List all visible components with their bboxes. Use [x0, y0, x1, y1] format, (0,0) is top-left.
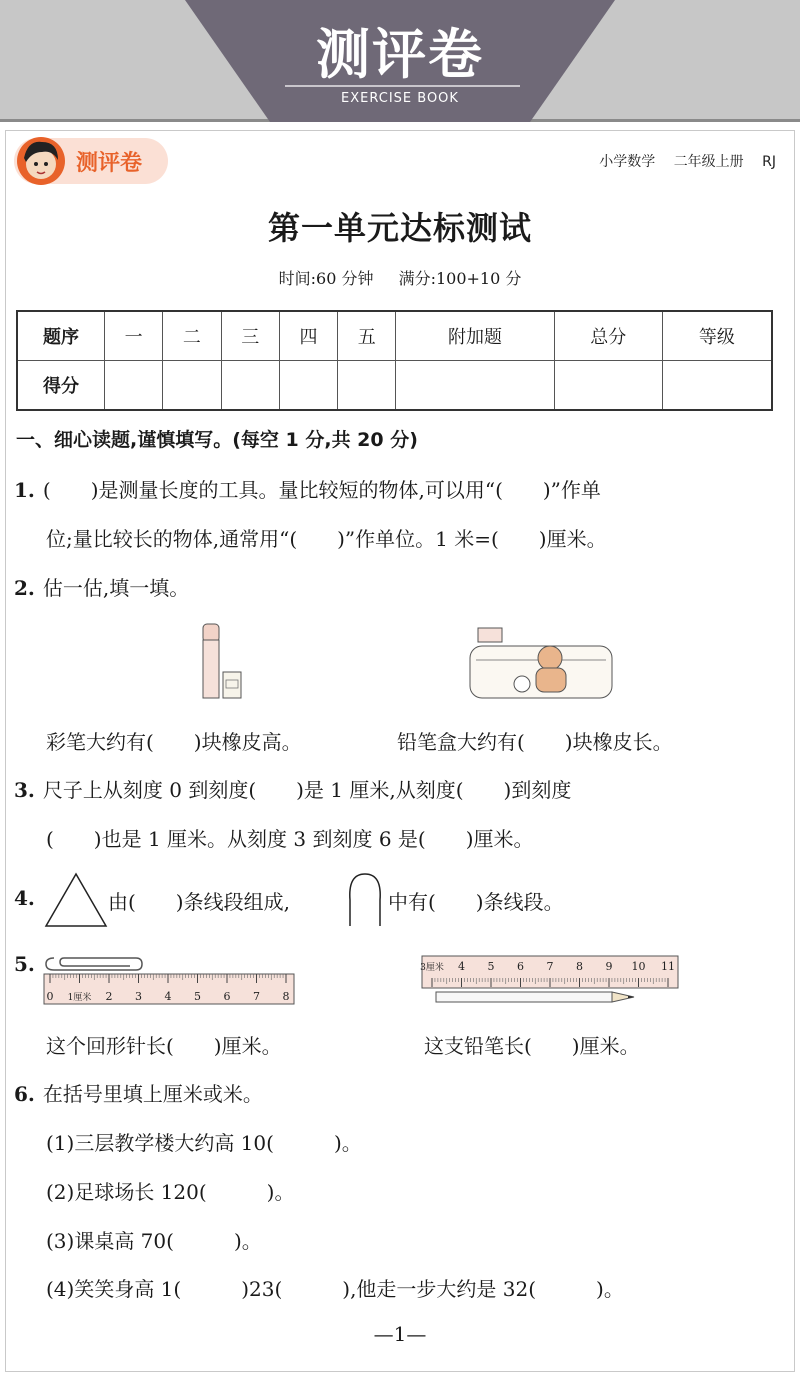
table-header-cell: 一 — [105, 311, 163, 361]
question-2 — [14, 572, 189, 601]
pencil-case-figure — [466, 624, 618, 704]
table-header-cell: 题序 — [17, 311, 105, 361]
edition-label: RJ — [762, 154, 776, 170]
pencil-ruler-figure — [420, 952, 682, 1010]
table-header-cell: 四 — [279, 311, 337, 361]
table-header-cell: 总分 — [554, 311, 662, 361]
score-cell[interactable] — [554, 361, 662, 411]
ruler-tick-label: 1厘米 — [67, 993, 92, 1003]
table-header-cell: 五 — [338, 311, 396, 361]
banner-title: 测评卷 — [316, 23, 484, 86]
question-2-right-text: 铅笔盒大约有( )块橡皮长。 — [397, 730, 673, 754]
ruler-tick-label: 8 — [282, 990, 290, 1003]
question-4-number — [14, 886, 43, 910]
question-number: 5. — [14, 952, 35, 976]
score-cell[interactable] — [396, 361, 554, 411]
question-1-line-1 — [14, 474, 601, 503]
question-6-item: (2)足球场长 120( )。 — [46, 1180, 295, 1204]
ruler-tick-label: 4 — [164, 990, 172, 1003]
question-5-number — [14, 952, 43, 976]
question-number: 1. — [14, 478, 35, 502]
rounded-shape-icon — [344, 870, 386, 928]
ruler-tick-label: 6 — [517, 960, 524, 973]
question-1-line-2: 位;量比较长的物体,通常用“( )”作单位。1 米=( )厘米。 — [46, 527, 607, 551]
page-title: 第一单元达标测试 — [267, 209, 532, 247]
score-cell[interactable] — [338, 361, 396, 411]
ruler-tick-label: 6 — [223, 990, 231, 1003]
question-text: 在括号里填上厘米或米。 — [42, 1082, 263, 1106]
banner-subtitle: EXERCISE BOOK — [341, 91, 459, 106]
score-table — [16, 310, 773, 411]
marker-and-eraser-figure — [195, 622, 255, 702]
ruler-tick-label: 2 — [105, 990, 113, 1003]
exam-meta — [0, 266, 800, 289]
ruler-tick-label: 3 — [135, 990, 142, 1003]
score-cell[interactable] — [105, 361, 163, 411]
ruler-tick-label: 0 — [46, 990, 54, 1003]
subject-label: 小学数学 — [599, 154, 656, 170]
score-row-label: 得分 — [17, 361, 105, 411]
ruler-tick-label: 8 — [576, 960, 583, 973]
ruler-tick-label: 11 — [661, 960, 675, 973]
question-5-right-text: 这支铅笔长( )厘米。 — [424, 1034, 640, 1058]
question-6 — [14, 1078, 263, 1107]
badge-label: 测评卷 — [76, 151, 143, 176]
question-6-item: (4)笑笑身高 1( )23( ),他走一步大约是 32( )。 — [46, 1277, 624, 1301]
ruler-tick-label: 9 — [605, 960, 613, 973]
time-limit: 时间:60 分钟 — [278, 269, 374, 288]
question-number: 6. — [14, 1082, 35, 1106]
table-header-cell: 二 — [163, 311, 221, 361]
question-4-part-2: 中有( )条线段。 — [388, 890, 564, 914]
ruler-tick-label: 7 — [546, 960, 554, 973]
question-6-item: (3)课桌高 70( )。 — [46, 1229, 262, 1253]
score-row — [17, 361, 772, 411]
question-text: 估一估,填一填。 — [42, 576, 190, 600]
question-4-part-1: 由( )条线段组成, — [108, 890, 290, 914]
student-avatar-icon — [14, 134, 72, 188]
table-header-cell: 附加题 — [396, 311, 554, 361]
score-cell[interactable] — [279, 361, 337, 411]
section-heading: 一、细心读题,谨慎填写。(每空 1 分,共 20 分) — [16, 429, 418, 451]
table-header-cell: 等级 — [662, 311, 772, 361]
page-number: —1— — [373, 1322, 427, 1346]
question-3-line-2: ( )也是 1 厘米。从刻度 3 到刻度 6 是( )厘米。 — [46, 827, 534, 851]
question-number: 3. — [14, 778, 35, 802]
score-cell[interactable] — [221, 361, 279, 411]
ruler-tick-label: 7 — [253, 990, 260, 1003]
score-cell[interactable] — [163, 361, 221, 411]
ruler-tick-label: 4 — [458, 960, 465, 973]
question-text: ( )是测量长度的工具。量比较短的物体,可以用“( )”作单 — [42, 478, 601, 502]
question-number: 2. — [14, 576, 35, 600]
question-3-line-1 — [14, 774, 571, 803]
table-header-row — [17, 311, 772, 361]
ruler-tick-label: 10 — [631, 960, 646, 973]
table-header-cell: 三 — [221, 311, 279, 361]
question-2-left-text: 彩笔大约有( )块橡皮高。 — [46, 730, 302, 754]
triangle-shape-icon — [44, 872, 108, 928]
ruler-tick-label: 3厘米 — [420, 963, 444, 973]
question-6-item: (1)三层教学楼大约高 10( )。 — [46, 1131, 362, 1155]
question-text: 尺子上从刻度 0 到刻度( )是 1 厘米,从刻度( )到刻度 — [42, 778, 572, 802]
grade-label: 二年级上册 — [673, 154, 744, 170]
header-info — [585, 151, 776, 171]
question-5-left-text: 这个回形针长( )厘米。 — [46, 1034, 282, 1058]
question-number: 4. — [14, 886, 35, 910]
ruler-tick-label: 5 — [194, 990, 201, 1003]
ruler-tick-label: 5 — [487, 960, 495, 973]
score-cell[interactable] — [662, 361, 772, 411]
full-score: 满分:100+10 分 — [398, 269, 522, 288]
paperclip-ruler-figure — [40, 946, 298, 1008]
